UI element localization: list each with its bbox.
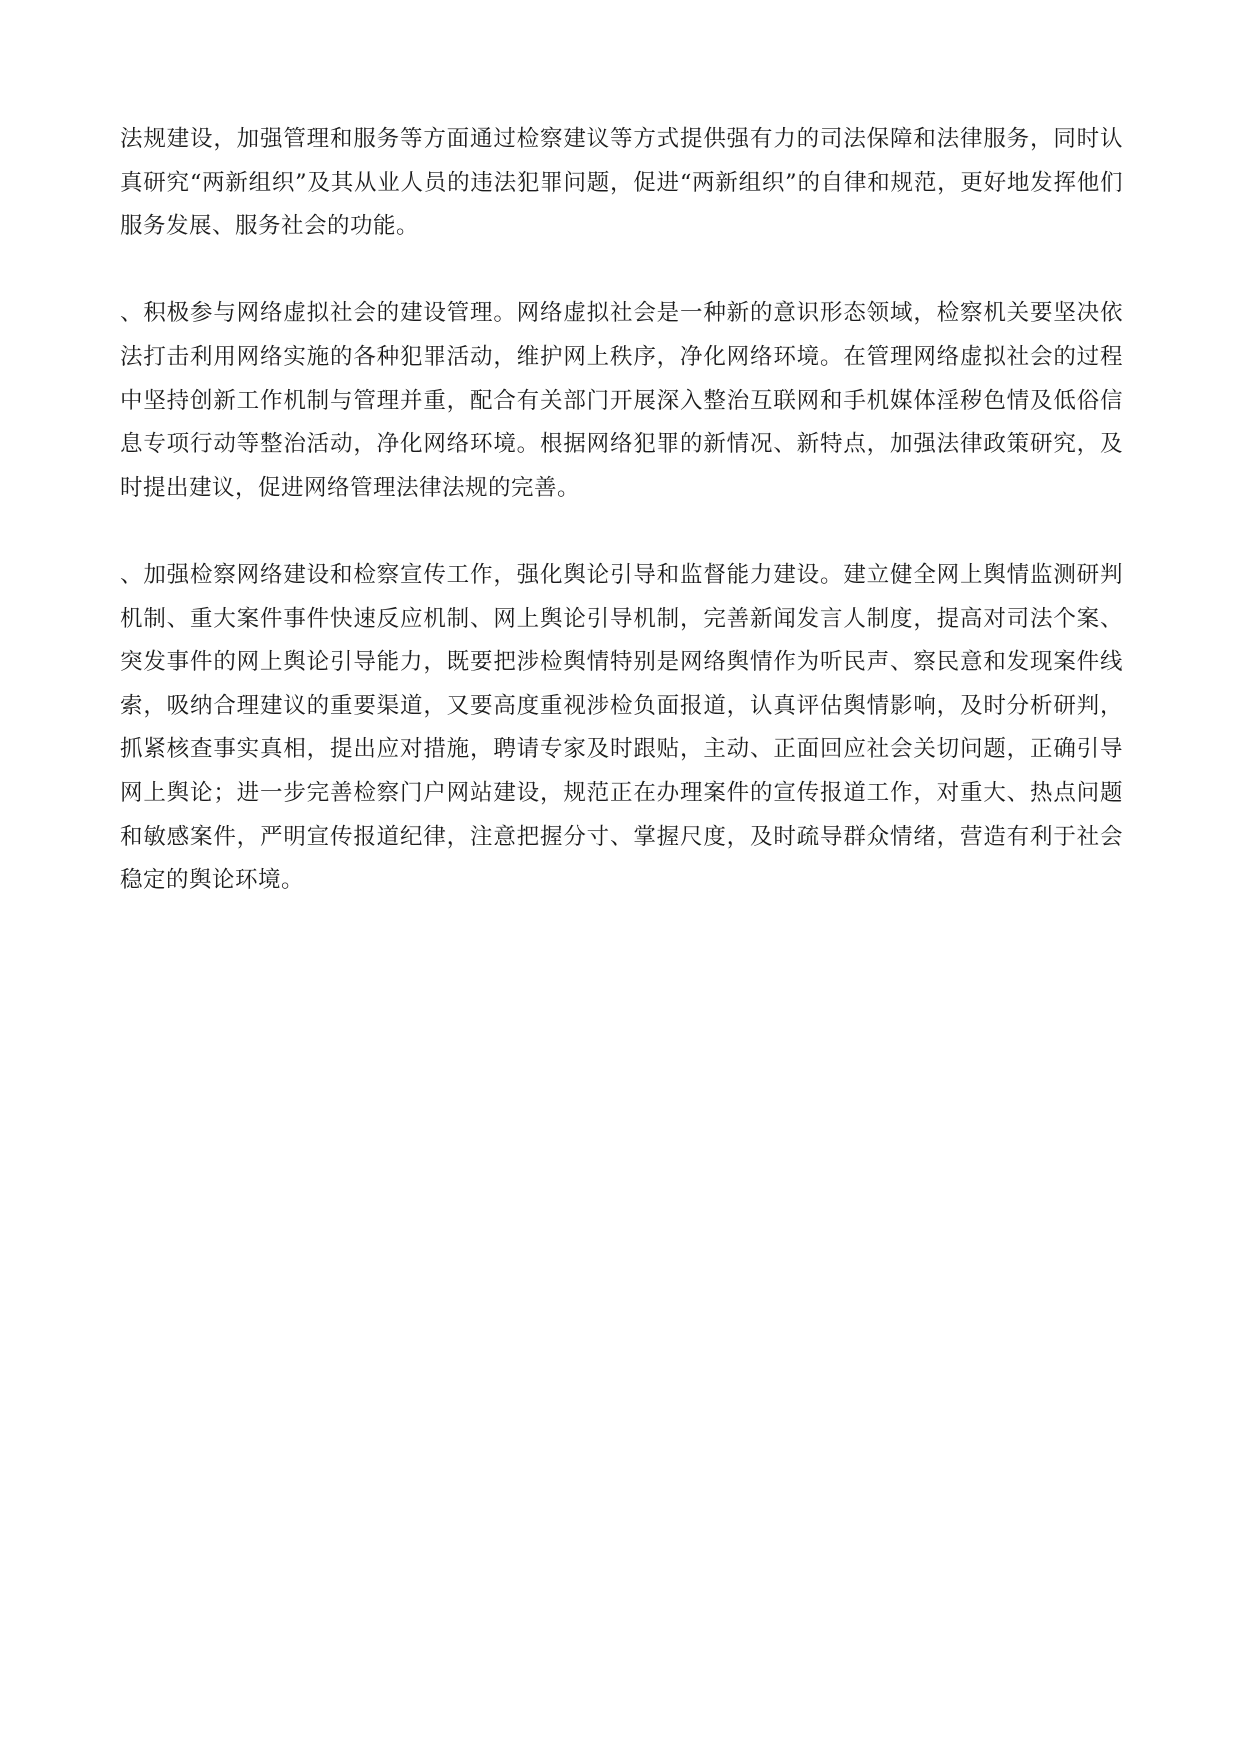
paragraph-spacer: [120, 510, 1123, 554]
paragraph-network-society: 、积极参与网络虚拟社会的建设管理。网络虚拟社会是一种新的意识形态领域，检察机关要坚决依法打击利用网络实施的各种犯罪活动，维护网上秩序，净化网络环境。在管理网络虚拟社会的过程中坚持创新工作机制与管理并重，配合有关部门开展深入整治互联网和手机媒体淫秽色情及低俗信息专项行动等整治活动，净化网络环境。根据网络犯罪的新情况、新特点，加强法律政策研究，及时提出建议，促进网络管理法律法规的完善。: [120, 300, 1123, 501]
paragraph-continuation: 法规建设，加强管理和服务等方面通过检察建议等方式提供强有力的司法保障和法律服务，同时认真研究“两新组织”及其从业人员的违法犯罪问题，促进“两新组织”的自律和规范，更好地发挥他们服务发展、服务社会的功能。: [120, 126, 1123, 240]
paragraph-spacer: [120, 249, 1123, 293]
paragraph-publicity-work: 、加强检察网络建设和检察宣传工作，强化舆论引导和监督能力建设。建立健全网上舆情监测研判机制、重大案件事件快速反应机制、网上舆论引导机制，完善新闻发言人制度，提高对司法个案、突发事件的网上舆论引导能力，既要把涉检舆情特别是网络舆情作为听民声、察民意和发现案件线索，吸纳合理建议的重要渠道，又要高度重视涉检负面报道，认真评估舆情影响，及时分析研判，抓紧核查事实真相，提出应对措施，聘请专家及时跟贴，主动、正面回应社会关切问题，正确引导网上舆论；进一步完善检察门户网站建设，规范正在办理案件的宣传报道工作，对重大、热点问题和敏感案件，严明宣传报道纪律，注意把握分寸、掌握尺度，及时疏导群众情绪，营造有利于社会稳定的舆论环境。: [120, 561, 1123, 894]
document-body: [120, 118, 1123, 903]
